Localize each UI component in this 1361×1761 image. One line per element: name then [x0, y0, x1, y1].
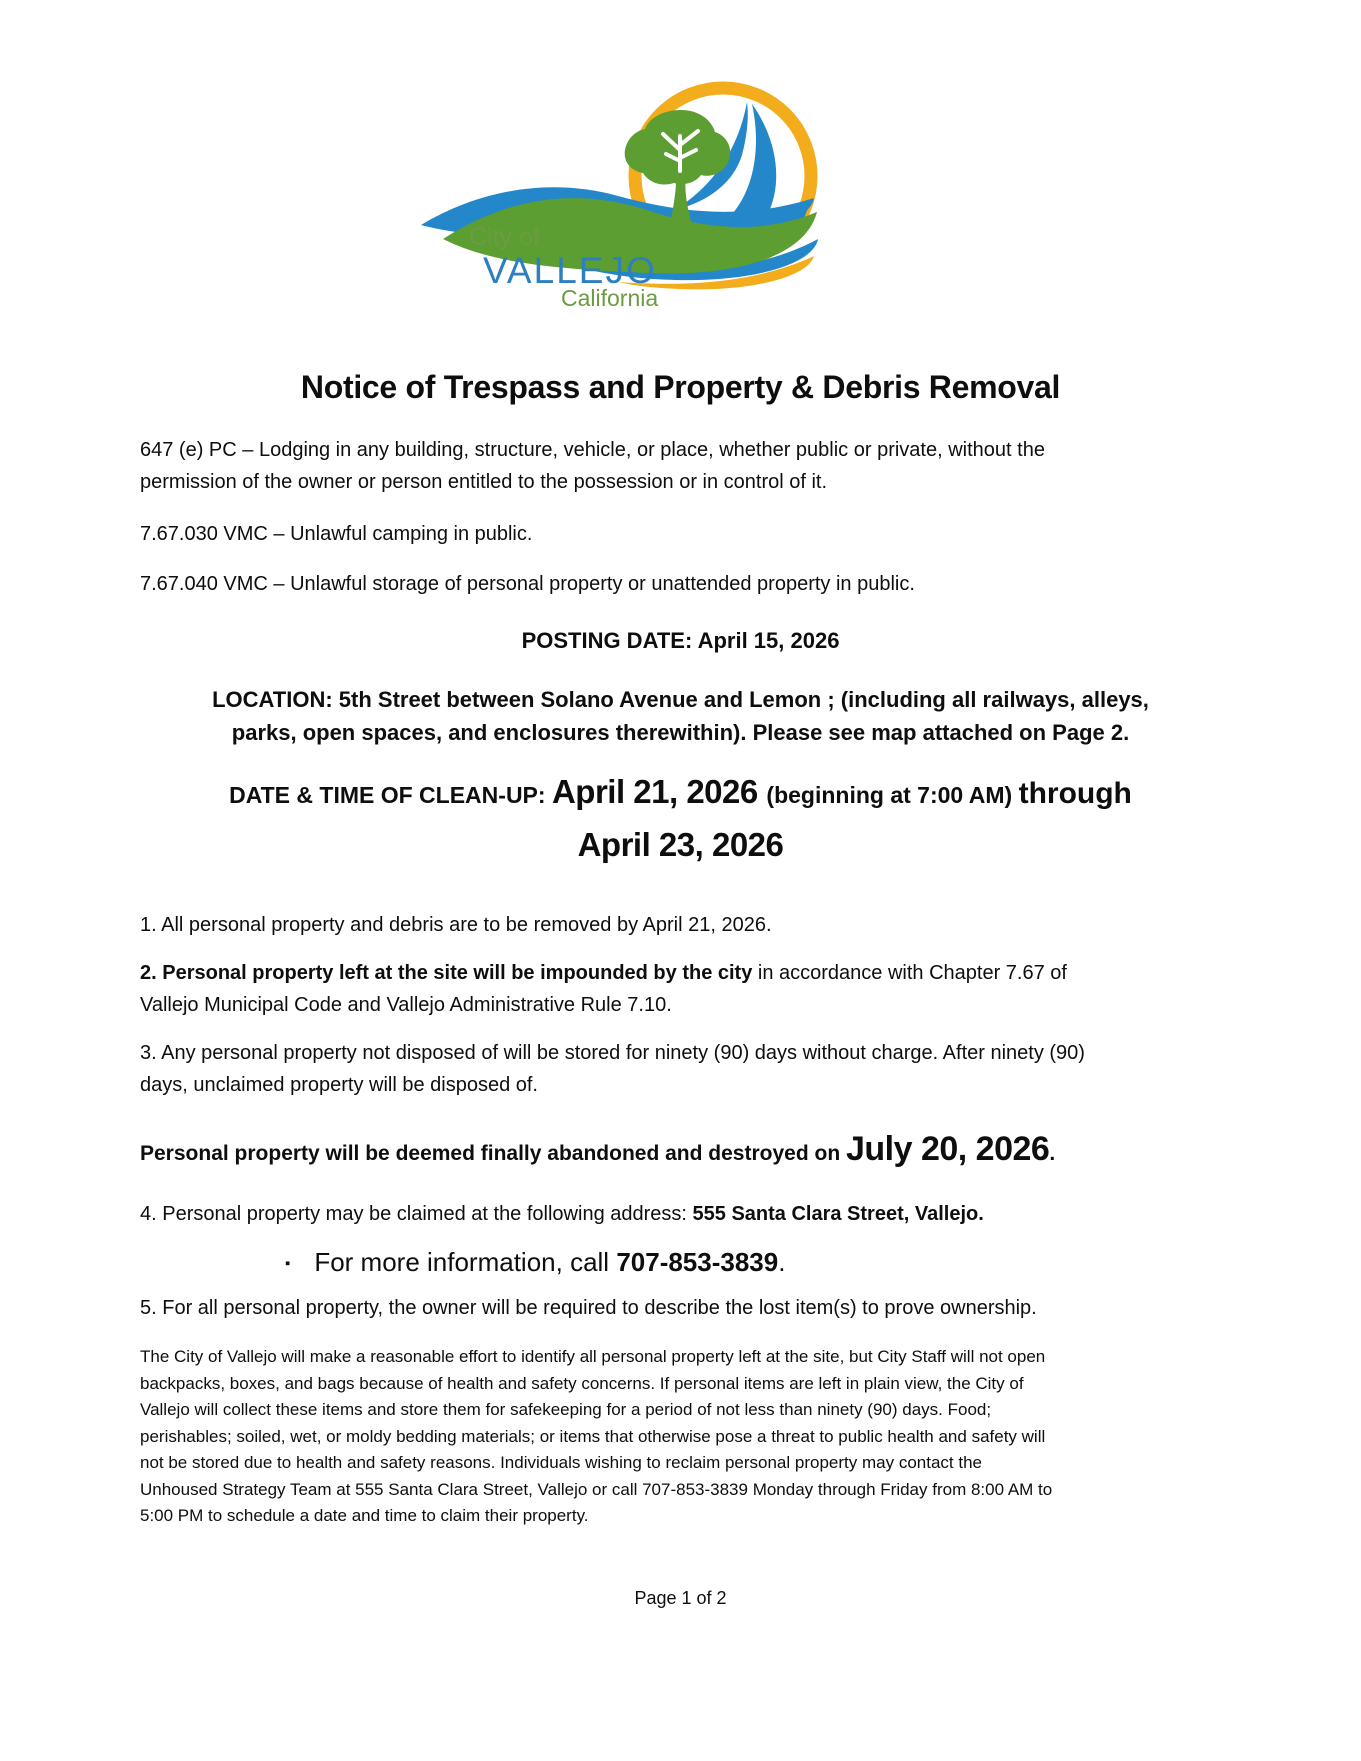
code-647e-pc: 647 (e) PC – Lodging in any building, structure, vehicle, or place, whether public or private, without the permission of the owner or person entitled to the possession or in control of it.: [140, 439, 1045, 493]
item-4-text: 4. Personal property may be claimed at the following address:: [140, 1203, 693, 1225]
item-2-rest: in accordance with Chapter 7.67 of Vallejo Municipal Code and Vallejo Administrative Rule 7.10.: [140, 962, 1067, 1016]
abandonment-period: .: [1049, 1142, 1056, 1165]
item-4-address: 555 Santa Clara Street, Vallejo.: [692, 1203, 984, 1225]
cleanup-date-line: [140, 769, 1221, 875]
vallejo-logo: [413, 72, 825, 310]
code-vmc-040: 7.67.040 VMC – Unlawful storage of personal property or unattended property in public.: [140, 573, 915, 595]
info-phone: 707-853-3839: [616, 1247, 779, 1277]
item-2-bold: 2. Personal property left at the site will be impounded by the city: [140, 962, 753, 984]
cleanup-end-date: April 23, 2026: [577, 826, 784, 863]
logo-city-of-text: City of: [469, 223, 540, 251]
info-text: For more information, call: [314, 1247, 617, 1277]
abandonment-lead: Personal property will be deemed finally abandoned and destroyed on: [140, 1142, 846, 1165]
location-line: LOCATION: 5th Street between Solano Avenue and Lemon ; (including all railways, alleys, parks, open spaces, and enclosures therewithin). Please see map attached on Page 2.: [212, 687, 1149, 745]
item-5: 5. For all personal property, the owner will be required to describe the lost item(s) to prove ownership.: [140, 1297, 1037, 1319]
logo-california-text: California: [561, 285, 659, 310]
square-bullet-icon: ▪: [285, 1255, 291, 1272]
cleanup-start-date: April 21, 2026: [551, 773, 767, 810]
posting-date: POSTING DATE: April 15, 2026: [521, 628, 840, 653]
cleanup-time-note: (beginning at 7:00 AM): [766, 782, 1019, 808]
abandonment-line: [140, 1127, 1221, 1176]
code-vmc-030: 7.67.030 VMC – Unlawful camping in public.: [140, 523, 533, 545]
item-3: 3. Any personal property not disposed of will be stored for ninety (90) days without charge. After ninety (90) days, unclaimed property will be disposed of.: [140, 1042, 1085, 1096]
cleanup-label: DATE & TIME OF CLEAN-UP:: [229, 782, 552, 808]
fine-print-paragraph: The City of Vallejo will make a reasonable effort to identify all personal property left at the site, but City Staff will not open backpacks, boxes, and bags because of health and safety concerns. If personal items are left in plain view, the City of Vallejo will collect these items and store them for safekeeping for a period of not less than ninety (90) days. Food; perishables; soiled, wet, or moldy bedding materials; or items that otherwise pose a threat to public health and safety will not be stored due to health and safety reasons. Individuals wishing to reclaim personal property may contact the Unhoused Strategy Team at 555 Santa Clara Street, Vallejo or call 707-853-3839 Monday through Friday from 8:00 AM to 5:00 PM to schedule a date and time to claim their property.: [140, 1347, 1053, 1525]
notice-content: [140, 348, 1221, 1610]
page-number: Page 1 of 2: [634, 1587, 727, 1608]
item-2: [140, 957, 1130, 1021]
logo-vallejo-text: VALLEJO: [483, 250, 657, 291]
item-4: [140, 1198, 1130, 1230]
cleanup-through: through: [1018, 777, 1132, 810]
abandonment-date: July 20, 2026: [845, 1130, 1050, 1168]
info-period: .: [778, 1247, 786, 1277]
vallejo-logo-graphic: [413, 72, 825, 310]
page-title: Notice of Trespass and Property & Debris Removal: [300, 369, 1061, 405]
info-bullet-line: [285, 1244, 1221, 1282]
item-1: 1. All personal property and debris are to be removed by April 21, 2026.: [140, 914, 772, 936]
